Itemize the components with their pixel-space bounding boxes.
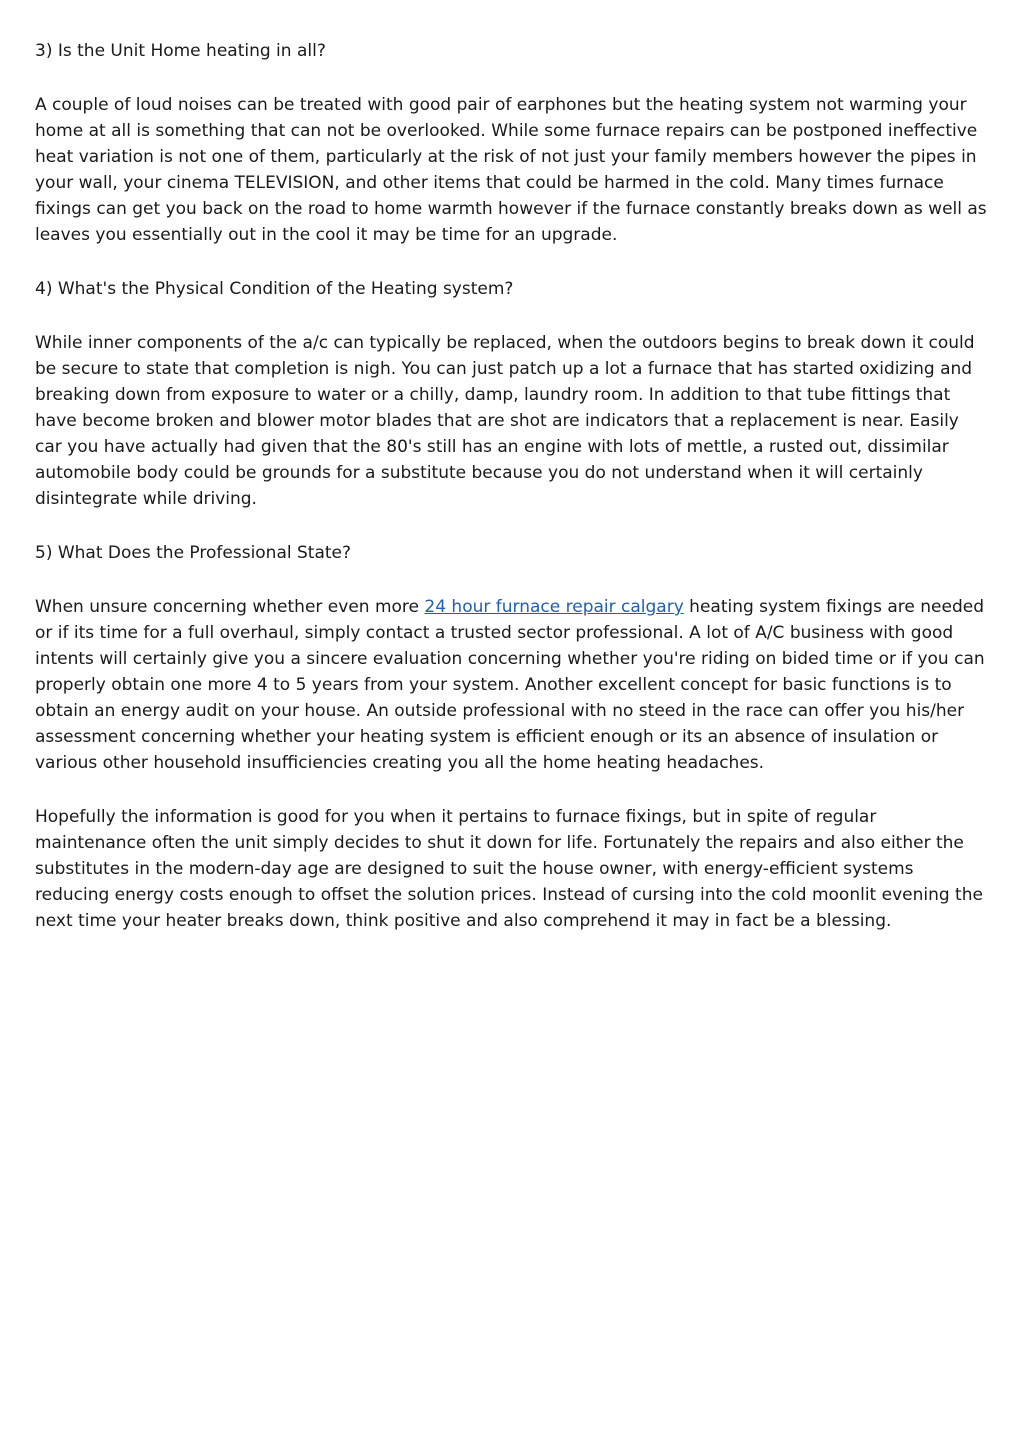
section-heading-4: 4) What's the Physical Condition of the Heating system? — [35, 279, 514, 299]
closing-paragraph: Hopefully the information is good for you when it pertains to furnace fixings, but in spite of regular maintenance often the unit simply decides to shut it down for life. Fortunately the repairs and also either the substitutes in the modern-day age are designed to suit the house owner, with energy-efficient systems reducing energy costs enough to offset the solution prices. Instead of cursing into the cold moonlit evening the next time your heater breaks down, think positive and also comprehend it may in fact be a blessing. — [35, 807, 983, 931]
furnace-repair-link[interactable]: 24 hour furnace repair calgary — [424, 597, 684, 617]
section-body-3: A couple of loud noises can be treated with good pair of earphones but the heating system not warming your home at all is something that can not be overlooked. While some furnace repairs can be postponed ineffective heat variation is not one of them, particularly at the risk of not just your family members however the pipes in your wall, your cinema TELEVISION, and other items that could be harmed in the cold. Many times furnace fixings can get you back on the road to home warmth however if the furnace constantly breaks down as well as leaves you essentially out in the cool it may be time for an upgrade. — [35, 95, 987, 245]
section-heading-5: 5) What Does the Professional State? — [35, 543, 352, 563]
section-body-5-text-after: heating system fixings are needed or if its time for a full overhaul, simply contact a trusted sector professional. A lot of A/C business with good intents will certainly give you a sincere evaluation concerning whether you're riding on bided time or if you can properly obtain one more 4 to 5 years from your system. Another excellent concept for basic functions is to obtain an energy audit on your house. An outside professional with no steed in the race can offer you his/her assessment concerning whether your heating system is efficient enough or its an absence of insulation or various other household insufficiencies creating you all the home heating headaches. — [35, 597, 985, 773]
document-page — [35, 38, 991, 962]
section-body-5-text-before: When unsure concerning whether even more — [35, 597, 425, 617]
section-body-5 — [35, 594, 991, 776]
section-body-4: While inner components of the a/c can typically be replaced, when the outdoors begins to break down it could be secure to state that completion is nigh. You can just patch up a lot a furnace that has started oxidizing and breaking down from exposure to water or a chilly, damp, laundry room. In addition to that tube fittings that have become broken and blower motor blades that are shot are indicators that a replacement is near. Easily car you have actually had given that the 80's still has an engine with lots of mettle, a rusted out, dissimilar automobile body could be grounds for a substitute because you do not understand when it will certainly disintegrate while driving. — [35, 333, 975, 509]
section-heading-3: 3) Is the Unit Home heating in all? — [35, 41, 326, 61]
